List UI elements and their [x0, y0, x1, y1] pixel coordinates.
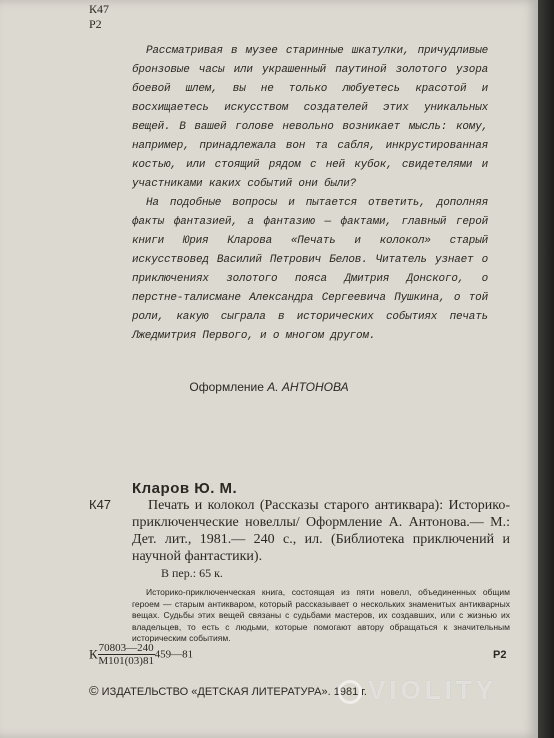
book-summary: Историко-приключенческая книга, состоящая из пяти новелл, объединенных общим героем — старым антикваром, который рассказывает о нескольких знаменитых антикварных вещах. Судьбы этих вещей связаны с судьбами мастеров, их создавших, или с жизнью их владельцев, то есть с людьми, которые помогают автору обращаться к значительным историческим событиям.	[132, 587, 510, 643]
bibliographic-record	[132, 497, 510, 565]
watermark-text: VIOLITY	[368, 675, 498, 705]
watermark-logo-icon	[338, 680, 362, 704]
design-credit	[0, 380, 538, 394]
catalog-numerator: 70803—240	[98, 642, 154, 654]
classification-codes-top	[89, 2, 109, 32]
code-k47-top: К47	[89, 2, 110, 16]
watermark	[338, 675, 497, 706]
price-line: В пер.: 65 к.	[161, 566, 223, 580]
annotation-paragraph-1: Рассматривая в музее старинные шкатулки, причудливые бронзовые часы или украшенный паутиной золотого узора боевой шлем, вы не только любуетесь красотой и восхищаетесь искусством создателей этих уникальных вещей. В вашей голове невольно возникает мысль: кому, например, принадлежала вон та сабля, инкрустированная костью, или стоящий рядом с ней кубок, свидетелями и участниками каких событий они были?	[132, 45, 488, 190]
catalog-tail: 459—81	[154, 648, 194, 661]
catalog-fraction	[98, 642, 155, 667]
copyright-symbol: ©	[89, 683, 99, 698]
catalog-index	[89, 642, 193, 667]
annotation-paragraph-2: На подобные вопросы и пытается ответить, дополняя факты фантазией, а фантазию — фактами, главный герой книги Юрия Кларова «Печать и колокол» старый искусствовед Василий Петрович Белов. Читатель узнает о приключениях золотого пояса Дмитрия Донского, о перстне-талисмане Александра Сергеевича Пушкина, о той роли, какую сыграла в исторических событиях печать Лжедмитрия Первого, и о многом другом.	[132, 197, 488, 342]
designer-name: А. АНТОНОВА	[267, 380, 349, 394]
catalog-denominator: М101(03)81	[98, 655, 154, 667]
catalog-letter: К	[89, 646, 98, 662]
book-spine-edge	[538, 0, 554, 738]
biblio-text: Печать и колокол (Рассказы старого антиквара): Историко-приключенческие новеллы/ Оформление А. Антонова.— М.: Дет. лит., 1981.— 240 с., ил. (Библиотека приключений и научной фантастики).	[132, 498, 510, 564]
code-k47-biblio: К47	[89, 497, 112, 512]
code-p2-right: Р2	[493, 649, 507, 661]
design-label: Оформление	[189, 380, 264, 394]
code-p2-top: Р2	[89, 17, 102, 31]
author-heading: Кларов Ю. М.	[132, 480, 238, 497]
annotation-text	[132, 42, 488, 346]
copyright-line	[89, 683, 367, 698]
copyright-text: ИЗДАТЕЛЬСТВО «ДЕТСКАЯ ЛИТЕРАТУРА». 1981 г.	[101, 686, 367, 698]
